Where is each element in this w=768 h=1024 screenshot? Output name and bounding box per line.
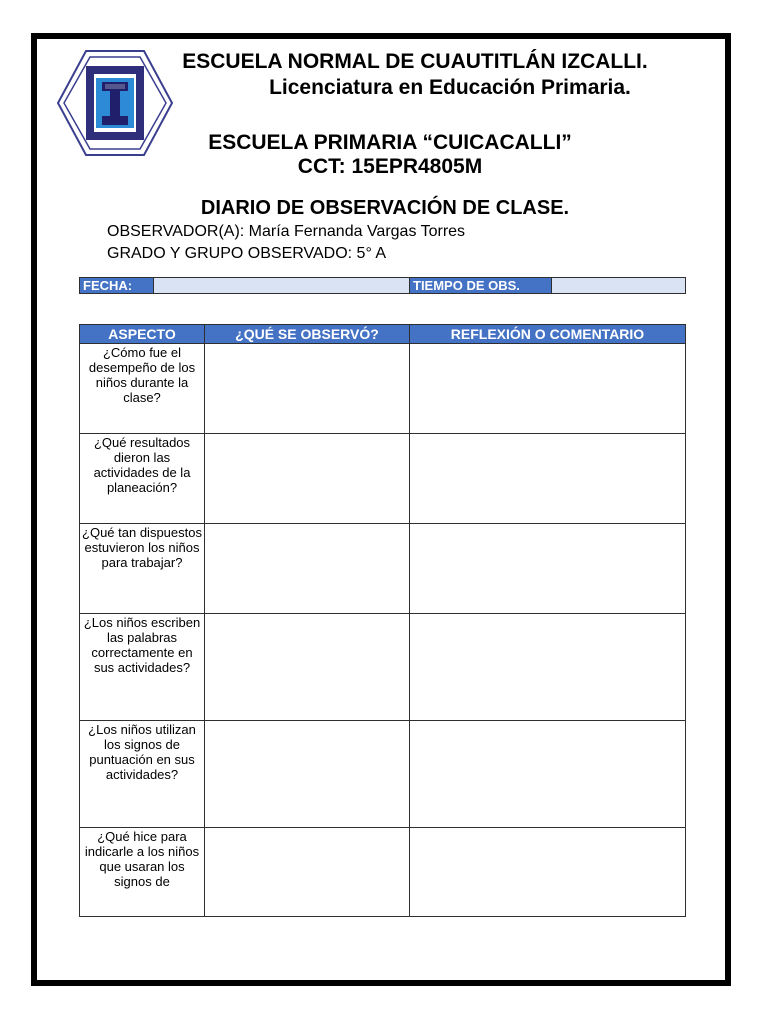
header-que-se-observo: ¿QUÉ SE OBSERVÓ? bbox=[205, 325, 410, 344]
aspect-cell: ¿Cómo fue el desempeño de los niños durante la clase? bbox=[80, 344, 205, 434]
tiempo-field[interactable] bbox=[551, 278, 685, 293]
observed-cell[interactable] bbox=[205, 614, 410, 721]
aspect-cell: ¿Qué hice para indicarle a los niños que usaran los signos de bbox=[80, 828, 205, 917]
observed-cell[interactable] bbox=[205, 524, 410, 614]
reflection-cell[interactable] bbox=[410, 614, 686, 721]
reflection-cell[interactable] bbox=[410, 344, 686, 434]
table-header-row bbox=[80, 325, 686, 344]
observer-line bbox=[107, 223, 465, 241]
table-row bbox=[80, 614, 686, 721]
observed-cell[interactable] bbox=[205, 828, 410, 917]
reflection-cell[interactable] bbox=[410, 721, 686, 828]
school-logo-icon bbox=[56, 48, 174, 158]
table-row bbox=[80, 721, 686, 828]
table-row bbox=[80, 524, 686, 614]
reflection-cell[interactable] bbox=[410, 434, 686, 524]
fecha-label: FECHA: bbox=[80, 278, 153, 293]
observer-label: OBSERVADOR(A): bbox=[107, 223, 249, 240]
header-reflexion: REFLEXIÓN O COMENTARIO bbox=[410, 325, 686, 344]
date-time-bar bbox=[79, 277, 686, 294]
cct-heading: CCT: 15EPR4805M bbox=[297, 155, 483, 178]
observation-table bbox=[79, 324, 686, 917]
observed-cell[interactable] bbox=[205, 344, 410, 434]
table-row bbox=[80, 828, 686, 917]
observed-cell[interactable] bbox=[205, 434, 410, 524]
table-row bbox=[80, 344, 686, 434]
aspect-cell: ¿Los niños escriben las palabras correctamente en sus actividades? bbox=[80, 614, 205, 721]
table-row bbox=[80, 434, 686, 524]
header-aspecto: ASPECTO bbox=[80, 325, 205, 344]
school-name-heading: ESCUELA NORMAL DE CUAUTITLÁN IZCALLI. bbox=[182, 50, 648, 73]
document-title: DIARIO DE OBSERVACIÓN DE CLASE. bbox=[200, 197, 570, 219]
aspect-cell: ¿Qué tan dispuestos estuvieron los niños para trabajar? bbox=[80, 524, 205, 614]
observed-cell[interactable] bbox=[205, 721, 410, 828]
observer-name: María Fernanda Vargas Torres bbox=[248, 223, 466, 240]
program-heading: Licenciatura en Educación Primaria. bbox=[269, 76, 631, 99]
primary-school-heading: ESCUELA PRIMARIA “CUICACALLI” bbox=[208, 131, 572, 154]
aspect-cell: ¿Qué resultados dieron las actividades de la planeación? bbox=[80, 434, 205, 524]
group-label: GRADO Y GRUPO OBSERVADO: bbox=[107, 245, 357, 262]
reflection-cell[interactable] bbox=[410, 524, 686, 614]
fecha-field[interactable] bbox=[153, 278, 409, 293]
group-line bbox=[107, 245, 386, 263]
reflection-cell[interactable] bbox=[410, 828, 686, 917]
aspect-cell: ¿Los niños utilizan los signos de puntuación en sus actividades? bbox=[80, 721, 205, 828]
tiempo-label: TIEMPO DE OBS. bbox=[409, 278, 551, 293]
group-value: 5° A bbox=[356, 245, 387, 262]
